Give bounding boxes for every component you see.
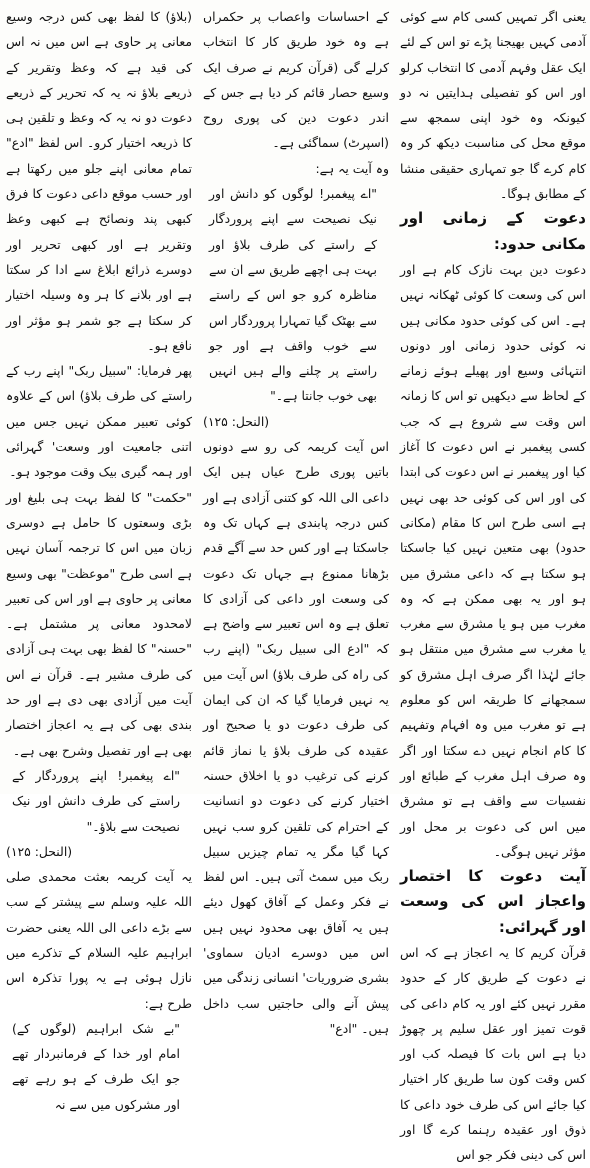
- verse-quote: "اے پیغمبر! اپنے پروردگار کے راستے کی طرف دانش اور نیک نصیحت سے بلاؤ۔": [12, 767, 180, 834]
- paragraph: وہ آیت یہ ہے:: [315, 160, 389, 176]
- verse-quote: "اے پیغمبر! لوگوں کو دانش اور نیک نصیحت سے اپنے پروردگار کے راستے کی طرف بلاؤ اور بہت ہی اچھے طریق سے ان سے مناظرہ کرو جو اس کے راستے سے بھٹک گیا تمہارا پروردگار اس سے خوب واقف ہے اور جو راستے پر چلنے والے ہیں انہیں بھی خوب جانتا ہے۔": [209, 186, 377, 404]
- column-right: [400, 4, 586, 1163]
- verse-citation: (النحل: ۱۲۵): [203, 413, 270, 429]
- column-middle: [203, 4, 389, 1036]
- section-heading-verse-brevity: آیت دعوت کا اختصار واعجاز اس کی وسعت اور گہرائی:: [400, 867, 586, 936]
- verse-citation: (النحل: ۱۲۵): [6, 843, 73, 859]
- paragraph: دعوت دین بہت نازک کام ہے اور اس کی وسعت کا کوئی ٹھکانہ نہیں ہے۔ اس کی کوئی حدود مکانی ہیں نہ کوئی حدود زمانی اور دونوں انتہائی وسیع اور پھیلے ہوئے زمانے کے لحاظ سے دیکھیں تو اس کا زمانہ اس وقت سے شروع ہے کہ جب کسی پیغمبر نے اس دعوت کا آغاز کیا اور پیغمبر نے اس دعوت کی ابتدا کی اور اس کی کوئی حد بھی نہیں ہے اسی طرح اس کا مقام (مکانی حدود) بھی متعین نہیں کیا جاسکتا ہو سکتا ہے کہ داعی مشرق میں ہو اور یہ بھی ممکن ہے کہ وہ مغرب میں ہو یا مشرق سے مغرب یا مغرب سے مشرق میں منتقل ہو جائے لہٰذا اگر صرف اہل مشرق کو سمجھانے کا طریقہ اس کو معلوم ہے تو مغرب میں وہ افہام وتفہیم کا کام انجام نہیں دے سکتا اور اگر وہ صرف اہل مغرب کے طبائع اور نفسیات سے واقف ہے تو مشرق میں اس کی دعوت بر محل اور مؤثر نہیں ہوگی۔: [400, 261, 586, 859]
- paragraph: یعنی اگر تمہیں کسی کام سے کوئی آدمی کہیں بھیجنا پڑے تو اس کے لئے ایک عقل وفہم آدمی کا انتخاب کرلو اور اس کو تفصیلی ہدایتیں نہ دو کیونکہ وہ خود اپنی سمجھ سے موقع محل کی مناسبت دیکھ کر وہ کام کرے گا جو تمہاری حقیقی منشا کے مطابق ہوگا۔: [400, 9, 586, 202]
- paragraph: قرآن کریم کا یہ اعجاز ہے کہ اس نے دعوت کے طریق کار کے حدود مقرر نہیں کئے اور یہ کام داعی کی قوت تمیز اور عقل سلیم پر چھوڑ دیا ہے اس بات کا فیصلہ کب اور کس وقت کون سا طریق کار اختیار کیا جائے اس کی طرف خود داعی کا ذوق اور عقیدہ رہنما کرے گا اور اس کی دینی فکر جو اس: [400, 944, 586, 1163]
- paragraph: کے احساسات واعصاب پر حکمراں ہے وہ خود طریق کار کا انتخاب کرلے گی (قرآن کریم نے صرف ایک وسیع حصار قائم کر دیا ہے جس کے اندر دعوت دین کی پوری روح (اسپرٹ) سماگئی ہے۔: [203, 9, 389, 151]
- paragraph: اس آیت کریمہ کی رو سے دونوں باتیں پوری طرح عیاں ہیں ایک داعی الی اللہ کو کتنی آزادی ہے اور کس درجہ پابندی ہے کہاں تک وہ جاسکتا ہے اور کس حد سے آگے قدم بڑھانا ممنوع ہے جہاں تک دعوت کی وسعت اور داعی کی آزادی کا تعلق ہے وہ اس تعبیر سے واضح ہے کہ "ادع الی سبیل ربک" (اپنے رب کی راہ کی طرف بلاؤ) اس آیت میں یہ نہیں فرمایا گیا کہ ان کی ایمان کی طرف دعوت دو یا صحیح اور عقیدہ کی طرف بلاؤ یا نماز قائم کرنے کی ترغیب دو یا اخلاق حسنہ اختیار کرنے کی دعوت دو انسانیت کے احترام کی تلقین کرو سب نہیں کہا گیا مگر یہ تمام چیزیں سبیل ربک میں سمٹ آتی ہیں۔ اس لفظ نے فکر وعمل کے آفاق کھول دیئے ہیں یہ آفاق بھی محدود نہیں ہیں اس میں دوسرے ادیان سماوی' بشری ضروریات' انسانی زندگی میں پیش آنے والی حاجتیں سب داخل ہیں۔ "ادع": [203, 439, 389, 1036]
- section-heading-time-place-limits: دعوت کے زمانی اور مکانی حدود:: [400, 209, 586, 253]
- paragraph: (بلاؤ) کا لفظ بھی کس درجہ وسیع معانی پر حاوی ہے اس میں نہ اس کی قید ہے کہ وعظ وتقریر کے ذریعے بلاؤ نہ یہ کہ تحریر کے ذریعے دعوت دو نہ یہ کہ وعظ و تلقین ہی کا ذریعہ اختیار کرو۔ اس لفظ "ادع" تمام معانی اپنے جلو میں رکھتا ہے اور حسب موقع داعی دعوت کا فرق کبھی پند ونصائح ہے کبھی وعظ وتقریر ہے اور کبھی تحریر اور دوسرے ذرائع ابلاغ سے ادا کر سکتا ہے اور بلانے کا ہر وہ وسیلہ اختیار کر سکتا ہے جو شمر ہو مؤثر اور نافع ہو۔: [6, 9, 192, 353]
- paragraph: یہ آیت کریمہ بعثت محمدی صلی اللہ علیہ وسلم سے پیشتر کے سب سے بڑے داعی الی اللہ یعنی حضرت ابراہیم علیہ السلام کے تذکرے میں نازل ہوئی ہے یہ پورا تذکرہ اس طرح ہے:: [6, 869, 192, 1011]
- column-left: [6, 4, 192, 1112]
- paragraph: پھر فرمایا: "سبیل ربک" اپنے رب کے راستے کی طرف بلاؤ) اس کے علاوہ کوئی تعبیر ممکن نہیں جس میں اتنی جامعیت اور وسعت' گہرائی اور ہمہ گیری بیک وقت موجود ہو۔: [6, 363, 192, 480]
- paragraph: "حکمت" کا لفظ بہت ہی بلیغ اور بڑی وسعتوں کا حامل ہے دوسری زبان میں اس کا ترجمہ آسان نہیں ہے اسی طرح "موعظت" بھی وسیع معانی پر حاوی ہے اور اس کی تعبیر لامحدود معانی پر مشتمل ہے۔ "حسنہ" کا لفظ بھی بہت ہی آزادی کی طرف مشیر ہے۔ قرآن نے اس آیت میں آزادی بھی دی ہے اور حد بندی بھی کی ہے یہ اعجاز اختصار بھی ہے اور تفصیل وشرح بھی ہے۔: [6, 489, 192, 758]
- verse-quote: "بے شک ابراہیم (لوگوں کے) امام اور خدا کے فرمانبردار تھے جو ایک طرف کے ہو رہے تھے اور مشرکوں میں سے نہ: [12, 1020, 180, 1112]
